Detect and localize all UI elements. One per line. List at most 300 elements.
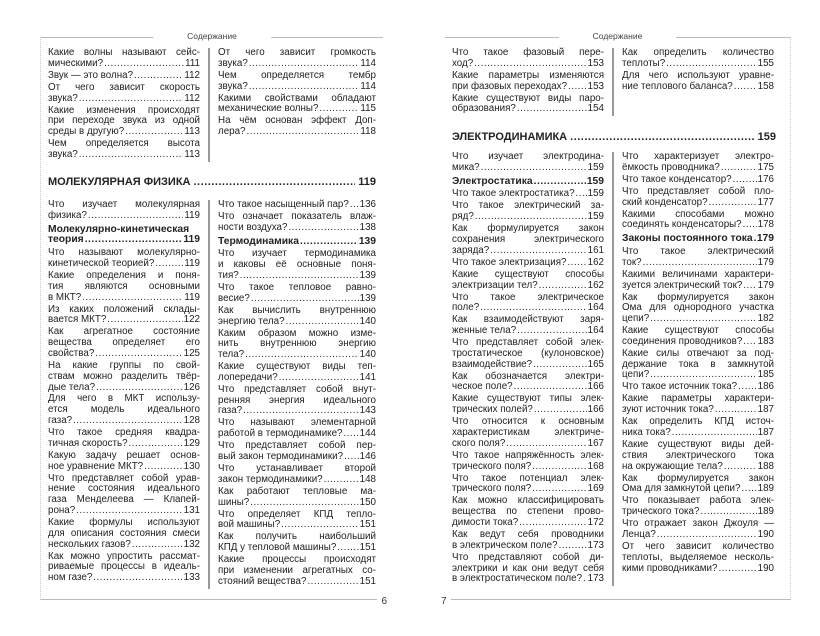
toc-entry[interactable] [218,441,376,463]
toc-entry[interactable] [218,487,376,509]
toc-entry[interactable] [48,361,200,393]
entry-page-number: 151 [359,519,376,531]
toc-entry[interactable] [622,394,774,416]
entry-line [452,462,604,473]
entry-text: Как формулируется закон [622,291,774,303]
entry-line [452,281,604,292]
entry-line [622,564,774,575]
dot-leader [300,237,358,248]
entry-text: Какими величинами характери- [622,268,774,280]
toc-entry[interactable] [622,382,774,393]
toc-entry[interactable] [218,116,376,138]
toc-entry[interactable] [452,474,604,496]
toc-entry[interactable] [622,474,774,496]
toc-entry[interactable] [622,71,774,93]
entry-text: цепи? [622,369,650,381]
entry-line [218,350,376,361]
entry-page-number: 113 [184,126,200,138]
toc-section-heading[interactable] [452,131,776,143]
toc-entry[interactable] [452,553,604,585]
entry-page-number: 150 [359,496,376,508]
toc-entry[interactable] [48,271,200,303]
entry-page-number: 153 [587,80,604,92]
entry-text: рона? [48,505,76,517]
entry-line [622,370,774,381]
toc-entry[interactable] [218,249,376,281]
dot-leader [643,258,757,269]
entry-line [218,498,376,509]
entry-text: шины? [218,496,250,508]
entry-line [452,201,604,212]
toc-entry[interactable] [48,518,200,550]
entry-line [452,82,604,93]
entry-text: Какие существуют виды паро- [452,92,604,104]
entry-page-number: 153 [587,57,604,69]
toc-entry[interactable] [452,48,604,70]
dot-leader [85,235,183,246]
dot-leader [144,462,183,473]
toc-entry[interactable] [218,510,376,532]
entry-page-number: 122 [183,314,200,326]
entry-text: нить внутреннюю энергию [218,338,376,350]
column-divider [208,200,210,589]
dot-leader [247,127,360,138]
toc-entry[interactable] [48,428,200,450]
entry-line [218,452,376,463]
entry-page-number: 119 [184,209,200,221]
entry-text: Что такое напряжённость элек- [452,449,604,461]
entry-text: ное уравнение МКТ? [48,460,144,472]
entry-line [622,484,774,495]
toc-entry[interactable] [218,200,376,211]
entry-line [452,270,604,281]
entry-text: Что устанавливает второй [218,463,376,475]
entry-page-number: 119 [184,257,200,269]
toc-entry[interactable] [218,464,376,486]
entry-text: Что изучает термодинамика [218,248,376,260]
entry-text: Ома для однородного участка [622,302,774,314]
toc-entry[interactable] [48,451,200,473]
toc-entry[interactable] [452,338,604,370]
entry-text: Для чего в МКТ использу- [48,393,200,405]
toc-entry[interactable] [622,175,774,186]
entry-line [452,177,604,188]
entry-line [48,383,200,394]
entry-line [622,337,774,348]
entry-text: при переходе звука из одной [48,115,200,127]
toc-entry[interactable] [452,71,604,93]
entry-text: ется модель идеального [48,404,200,416]
toc-subsection[interactable] [622,234,774,245]
entry-line [452,258,604,269]
dot-leader [279,373,359,384]
entry-text: Какие волны называют сейс- [48,47,200,58]
entry-text: лера? [218,126,246,138]
dot-leader [754,234,756,245]
entry-line [48,71,200,82]
toc-entry[interactable] [452,270,604,292]
entry-page-number: 183 [757,335,774,347]
toc-entry[interactable] [218,283,376,305]
entry-page-number: 114 [360,57,376,69]
dot-leader [88,211,183,222]
toc-entry[interactable] [622,519,774,541]
entry-text: ствам можно разделить твёр- [48,370,200,382]
entry-text: соединять конденсаторы? [622,219,742,231]
entry-text: теория [48,234,84,246]
entry-page-number: 179 [757,256,774,268]
entry-line [48,235,200,246]
page-number: 6 [377,596,391,607]
entry-text: тия являются основными [48,280,200,292]
entry-text: Что такое электрический [622,245,774,257]
entry-text: электризации тел? [452,279,538,291]
section-title: ЭЛЕКТРОДИНАМИКА [452,131,568,143]
toc-entry[interactable] [48,200,200,222]
toc-entry[interactable] [622,293,774,325]
entry-page-number: 139 [359,269,376,281]
toc-entry[interactable] [452,315,604,337]
entry-text: зуется электрический ток? [622,279,743,291]
dot-leader [250,498,358,509]
entry-text: трического тока? [622,506,700,518]
entry-text: Что представляет собой урав- [48,472,200,484]
toc-entry[interactable] [622,417,774,439]
toc-entry[interactable] [452,258,604,269]
entry-page-number: 178 [757,219,774,231]
entry-text: и каковы её основные поня- [218,259,376,271]
entry-text: в МКТ? [48,291,82,303]
dot-leader [533,360,587,371]
entry-text: Что означает показатель влаж- [218,210,376,222]
entry-text: в электрическом поле? [452,539,558,551]
entry-text: закон термодинамики? [218,473,323,485]
entry-text: энергию тела? [218,315,285,327]
toc-entry[interactable] [218,71,376,93]
dot-leader [650,370,756,381]
toc-entry[interactable] [452,94,604,116]
entry-page-number: 111 [185,57,200,69]
entry-page-number: 189 [757,483,774,495]
entry-page-number: 190 [757,528,774,540]
toc-entry[interactable] [452,189,604,200]
entry-line [218,104,376,115]
entry-text: Как формулируется закон [452,223,604,235]
entry-text: нение состояния идеального [48,483,200,495]
dot-leader [568,82,587,93]
entry-text: образования? [452,103,516,115]
toc-entry[interactable] [48,327,200,359]
dot-leader [319,104,359,115]
toc-subsection[interactable] [48,225,200,247]
entry-text: взаимодействие? [452,358,533,370]
toc-entry[interactable] [48,48,200,70]
entry-text: Что представляет собой элек- [452,337,604,349]
toc-entry[interactable] [218,306,376,328]
dot-leader [709,198,757,209]
entry-line [48,573,200,584]
entry-line [48,540,200,551]
entry-page-number: 140 [359,315,376,327]
dot-leader [251,294,359,305]
dot-leader [733,175,757,186]
entry-text: вой машины? [218,519,281,531]
entry-page-number: 112 [184,92,200,104]
toc-entry[interactable] [218,48,376,70]
entry-page-number: 143 [359,405,376,417]
entry-text: КПД у тепловой машины? [218,542,337,554]
entry-page-number: 188 [757,460,774,472]
toc-columns-top [48,48,376,162]
entry-text: дые тела? [48,381,96,393]
entry-line [622,82,774,93]
toc-entry[interactable] [622,152,774,174]
entry-page-number: 119 [183,234,200,246]
toc-entry[interactable] [218,362,376,384]
section-page: 119 [358,176,376,188]
toc-columns-bottom [452,152,774,586]
dot-leader [249,59,360,70]
toc-entry[interactable] [48,106,200,138]
entry-text: среды в другую? [48,126,125,138]
entry-text: характеристикам электриче- [452,427,604,438]
toc-entry[interactable] [452,451,604,473]
entry-page-number: 164 [587,325,604,337]
entry-page-number: 173 [587,539,604,551]
entry-text: Как работают тепловые ма- [218,485,376,497]
dot-leader [517,104,587,115]
entry-text: мика? [452,161,480,173]
entry-text: Что представляет собой пло- [622,185,774,197]
entry-page-number: 148 [359,473,376,485]
entry-page-number: 189 [757,506,774,518]
entry-text: ряд? [452,211,474,223]
toc-entry[interactable] [622,210,774,232]
toc-entry[interactable] [622,440,774,472]
entry-text: соединения проводников? [622,335,743,347]
toc-entry[interactable] [218,555,376,587]
dot-leader [721,163,757,174]
entry-line [218,71,376,82]
dot-leader [344,452,359,463]
entry-page-number: 139 [359,292,376,304]
entry-line [48,211,200,222]
toc-entry[interactable] [48,248,200,270]
dot-leader [93,573,182,584]
entry-line [452,518,604,529]
entry-text: От чего зависит количество [622,540,774,552]
dot-leader [129,439,183,450]
toc-column [622,48,774,116]
toc-entry[interactable] [622,542,774,574]
entry-page-number: 136 [359,199,376,210]
entry-text: ника тока? [622,427,671,438]
toc-entry[interactable] [218,212,376,234]
entry-text: держание тока в замкнутой [622,358,774,370]
toc-entry[interactable] [622,48,774,70]
entry-text: при изменении агрегатных со- [218,564,376,576]
dot-leader [350,200,359,211]
toc-entry[interactable] [218,532,376,554]
entry-line [48,416,200,427]
entry-page-number: 164 [587,302,604,314]
entry-line [48,282,200,293]
column-divider [612,152,614,586]
entry-page-number: 161 [587,244,604,256]
toc-entry[interactable] [48,552,200,584]
toc-column [452,48,604,116]
entry-page-number: 169 [587,483,604,495]
entry-text: Что называют элементарной [218,417,376,429]
entry-text: звука? [48,92,78,104]
entry-page-number: 186 [757,381,774,393]
dot-leader [506,439,586,450]
toc-column [218,200,376,589]
toc-entry[interactable] [452,530,604,552]
toc-column [48,200,200,589]
dot-leader [76,506,182,517]
entry-page-number: 151 [359,575,376,587]
entry-line [218,475,376,486]
entry-page-number: 112 [184,69,200,81]
entry-text: для описания состояния смеси [48,527,200,539]
entry-page-number: 179 [756,233,774,245]
entry-text: трического поля? [452,483,532,495]
entry-text: на окружающие тела? [622,460,723,472]
toc-entry[interactable] [452,496,604,528]
entry-text: при фазовых переходах? [452,80,568,92]
toc-entry[interactable] [48,474,200,517]
toc-entry[interactable] [218,418,376,440]
entry-text: нескольких газов? [48,538,131,550]
toc-entry[interactable] [218,94,376,116]
entry-text: свойства? [48,347,95,359]
toc-entry[interactable] [48,83,200,105]
dot-leader [307,577,358,588]
entry-text: Какие существуют виды теп- [218,361,376,373]
dot-leader [490,246,586,257]
entry-line [452,574,604,585]
toc-entry[interactable] [452,394,604,416]
dot-leader [741,484,756,495]
dot-leader [125,127,183,138]
right-page [441,31,791,607]
entry-text: риваемые процессы в идеаль- [48,561,200,573]
dot-leader [134,71,183,82]
dot-leader [532,462,586,473]
toc-entry[interactable] [622,187,774,209]
toc-section-heading[interactable] [48,176,376,188]
entry-text: Что такое конденсатор? [622,173,732,185]
entry-text: Что изучает молекулярная [48,199,200,210]
entry-line [452,246,604,257]
toc-entry[interactable] [622,496,774,518]
entry-page-number: 118 [360,126,376,138]
entry-text: Что представляют собой ди- [452,551,604,563]
toc-entry[interactable] [48,305,200,327]
toc-entry[interactable] [218,329,376,361]
entry-text: вается МКТ? [48,314,107,326]
entry-text: Какие существуют способы [622,325,774,337]
entry-text: теплоты, выделяемое несколь- [622,551,774,563]
entry-text: газа Менделеева — Клапей- [48,494,200,506]
column-divider [208,48,210,162]
dot-leader [155,259,183,270]
toc-entry[interactable] [452,372,604,394]
entry-text: работой в термодинамике? [218,428,343,440]
entry-text: Как обозначается электри- [452,370,604,382]
entry-page-number: 132 [183,538,200,550]
entry-text: Какими способами можно [622,208,774,220]
entry-line [218,82,376,93]
entry-line [48,372,200,383]
entry-line [452,104,604,115]
toc-entry[interactable] [622,349,774,381]
entry-text: заряда? [452,244,490,256]
dot-leader [583,574,587,585]
toc-subsection[interactable] [452,177,604,188]
entry-text: Как формулируется закон [622,472,774,484]
toc-entry[interactable] [622,326,774,348]
entry-text: Что такое потенциал элек- [452,472,604,484]
entry-line [452,71,604,82]
toc-entry[interactable] [622,270,774,292]
toc-entry[interactable] [452,152,604,174]
toc-entry[interactable] [48,139,200,161]
entry-text: ский конденсатор? [622,196,708,208]
dot-leader [243,406,359,417]
entry-line [218,406,376,417]
toc-column [622,152,774,586]
entry-page-number: 144 [359,428,376,440]
toc-entry[interactable] [48,71,200,82]
dot-leader [700,507,756,518]
toc-entry[interactable] [452,293,604,315]
toc-entry[interactable] [218,385,376,417]
entry-line [452,163,604,174]
entry-line [218,127,376,138]
toc-entry[interactable] [452,224,604,256]
entry-text: теплоты? [622,57,666,69]
entry-text: вый закон термодинамики? [218,451,344,463]
entry-text: Что изучает электродина- [452,151,604,162]
entry-line [622,220,774,231]
entry-page-number: 182 [757,313,774,325]
toc-subsection[interactable] [218,237,376,248]
entry-text: Как получить наибольший [218,531,376,543]
entry-text: Какие процессы происходят [218,554,376,566]
entry-text: Какие силы отвечают за под- [622,347,774,359]
entry-page-number: 115 [360,103,376,115]
dot-leader [534,405,587,416]
left-page [40,31,387,607]
entry-text: Какие формулы используют [48,517,200,528]
toc-entry[interactable] [452,201,604,223]
toc-column [452,152,604,586]
dot-leader [474,59,586,70]
entry-line [452,484,604,495]
entry-text: Ома для замкнутой цепи? [622,483,741,495]
toc-entry[interactable] [48,394,200,426]
entry-text: Как можно упростить рассмат- [48,550,200,562]
entry-text: Какие определения и поня- [48,269,200,281]
entry-text: Что представляет собой пер- [218,440,376,452]
toc-entry[interactable] [452,417,604,449]
toc-entry[interactable] [622,247,774,269]
entry-page-number: 162 [587,256,604,268]
entry-text: Электростатика [452,175,533,187]
entry-text: Как определить КПД источ- [622,416,774,428]
